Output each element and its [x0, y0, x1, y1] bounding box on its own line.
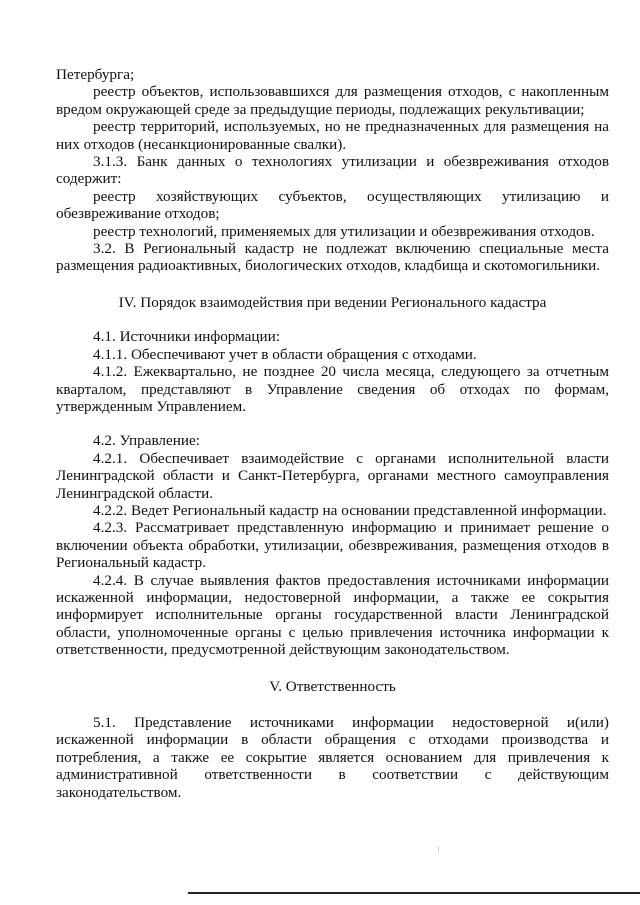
paragraph-3-1-3: 3.1.3. Банк данных о технологиях утилизации и обезвреживания отходов содержит: — [56, 153, 609, 188]
paragraph-4-2-3: 4.2.3. Рассматривает представленную информацию и принимает решение о включении объекта обработки, утилизации, обезвреживания, размещения отходов в Региональный кадастр. — [56, 519, 609, 572]
scan-speck — [438, 846, 439, 852]
paragraph-4-1-2: 4.1.2. Ежеквартально, не позднее 20 числа месяца, следующего за отчетным кварталом, представляют в Управление сведения об отходах по формам, утвержденным Управлением. — [56, 363, 609, 415]
paragraph-4-2-1: 4.2.1. Обеспечивает взаимодействие с органами исполнительной власти Ленинградской области и Санкт-Петербурга, органами местного самоуправления Ленинградской области. — [56, 449, 609, 502]
paragraph-3-2: 3.2. В Региональный кадастр не подлежат включению специальные места размещения радиоактивных, биологических отходов, кладбища и скотомогильники. — [56, 240, 609, 275]
document-body — [56, 66, 609, 801]
section-heading-iv: IV. Порядок взаимодействия при ведении Регионального кадастра — [118, 293, 547, 311]
scan-edge-line — [188, 892, 640, 894]
paragraph-4-1: 4.1. Источники информации: — [93, 328, 281, 346]
paragraph-4-1-1: 4.1.1. Обеспечивают учет в области обращения с отходами. — [93, 345, 477, 363]
paragraph-4-2-4: 4.2.4. В случае выявления фактов предоставления источниками информации искаженной информации, недостоверной информации, а также ее сокрытия информирует исполнительные органы государственной власти Ленинградской области, уполномоченные органы с целью привлечения источника информации к ответственности, предусмотренной действующим законодательством. — [56, 571, 609, 659]
paragraph-registry-objects: реестр объектов, использовавшихся для размещения отходов, с накопленным вредом окружающей среде за предыдущие периоды, подлежащих рекультивации; — [56, 83, 609, 118]
paragraph-registry-technologies: реестр технологий, применяемых для утилизации и обезвреживания отходов. — [93, 222, 595, 240]
section-heading-v: V. Ответственность — [269, 677, 396, 695]
paragraph-5-1: 5.1. Представление источниками информации недостоверной и(или) искаженной информации в области обращения с отходами производства и потребления, а также ее сокрытие является основанием для привлечения к административной ответственности в соответствии с действующим законодательством. — [56, 714, 609, 801]
paragraph-4-2: 4.2. Управление: — [93, 432, 200, 450]
paragraph-registry-subjects: реестр хозяйствующих субъектов, осуществляющих утилизацию и обезвреживание отходов; — [56, 187, 609, 223]
paragraph-4-2-2: 4.2.2. Ведет Региональный кадастр на основании представленной информации. — [93, 501, 607, 519]
paragraph-registry-territories: реестр территорий, используемых, но не предназначенных для размещения на них отходов (несанкционированные свалки). — [56, 118, 609, 153]
paragraph-petersburg: Петербурга; — [56, 66, 135, 83]
